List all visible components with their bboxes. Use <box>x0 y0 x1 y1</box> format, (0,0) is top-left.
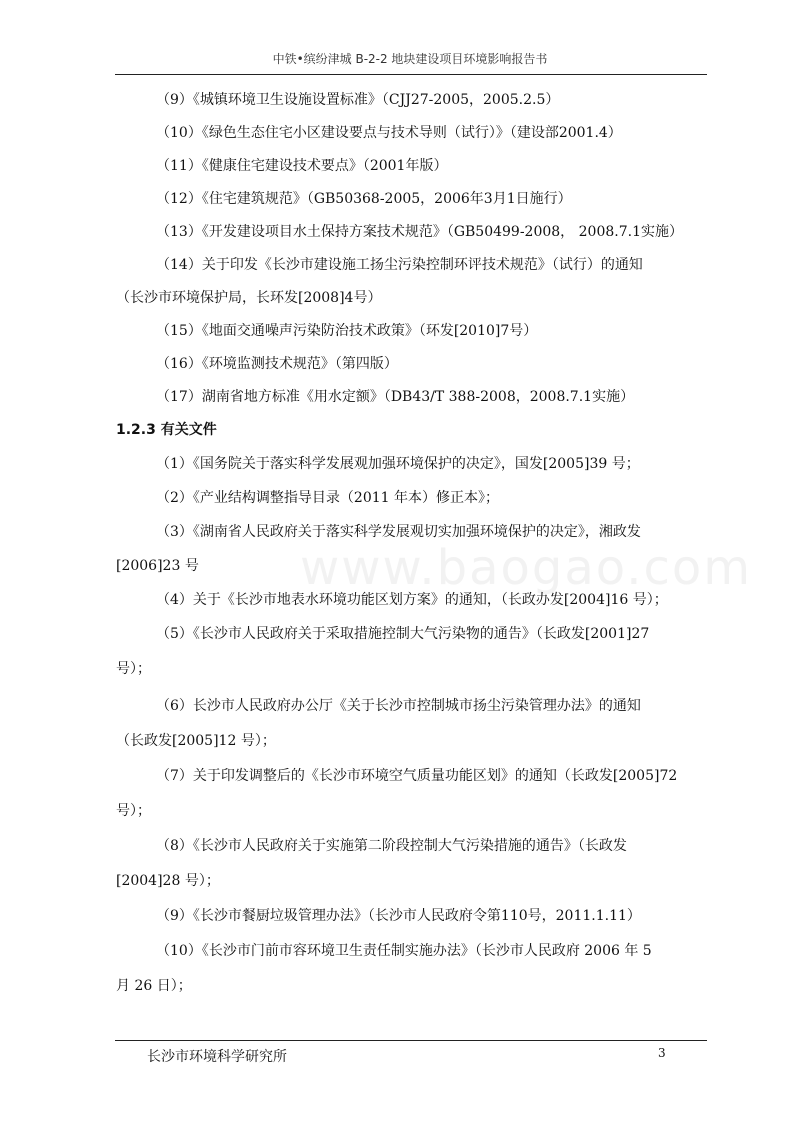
page-header: 中铁•缤纷津城 B-2-2 地块建设项目环境影响报告书 <box>272 52 548 66</box>
page-number: 3 <box>658 1046 666 1060</box>
document-item: （4）关于《长沙市地表水环境功能区划方案》的通知，（长政办发[2004]16 号）； <box>156 592 668 608</box>
reference-item: （16）《环境监测技术规范》（第四版） <box>156 356 398 372</box>
document-item: （1）《国务院关于落实科学发展观加强环境保护的决定》，国发[2005]39 号； <box>156 456 640 472</box>
reference-item: （9）《城镇环境卫生设施设置标准》（CJJ27-2005，2005.2.5） <box>156 92 560 108</box>
reference-item: （17）湖南省地方标准《用水定额》（DB43/T 388-2008，2008.7.1实施） <box>156 389 635 405</box>
document-item: （3）《湖南省人民政府关于落实科学发展观切实加强环境保护的决定》，湘政发 <box>156 524 641 540</box>
document-item: （5）《长沙市人民政府关于采取措施控制大气污染物的通告》（长政发[2001]27 <box>156 626 650 642</box>
footer-organization: 长沙市环境科学研究所 <box>147 1049 287 1065</box>
document-item-continuation: 月 26 日）； <box>116 978 192 994</box>
document-item-continuation: [2004]28 号）； <box>116 873 220 889</box>
reference-item: （14）关于印发《长沙市建设施工扬尘污染控制环评技术规范》（试行）的通知 <box>156 257 643 273</box>
header-divider <box>115 74 707 75</box>
reference-item-continuation: （长沙市环境保护局，长环发[2008]4号） <box>116 290 382 306</box>
document-item: （6）长沙市人民政府办公厅《关于长沙市控制城市扬尘污染管理办法》的通知 <box>156 698 641 714</box>
document-item: （10）《长沙市门前市容环境卫生责任制实施办法》（长沙市人民政府 2006 年 5 <box>156 943 652 959</box>
document-item-continuation: [2006]23 号 <box>116 558 199 574</box>
document-item-continuation: （长政发[2005]12 号）； <box>116 733 276 749</box>
document-item: （8）《长沙市人民政府关于实施第二阶段控制大气污染措施的通告》（长政发 <box>156 838 627 854</box>
reference-item: （10）《绿色生态住宅小区建设要点与技术导则（试行）》（建设部2001.4） <box>156 125 622 141</box>
document-item-continuation: 号）； <box>116 803 151 819</box>
footer-divider <box>115 1040 707 1041</box>
section-heading: 1.2.3 有关文件 <box>116 422 217 438</box>
document-item-continuation: 号）； <box>116 661 151 677</box>
reference-item: （11）《健康住宅建设技术要点》（2001年版） <box>156 158 448 174</box>
document-item: （7）关于印发调整后的《长沙市环境空气质量功能区划》的通知（长政发[2005]72 <box>156 768 678 784</box>
reference-item: （12）《住宅建筑规范》（GB50368-2005，2006年3月1日施行） <box>156 191 572 207</box>
watermark: www.baogao.com <box>300 540 753 596</box>
document-item: （9）《长沙市餐厨垃圾管理办法》（长沙市人民政府令第110号，2011.1.11） <box>156 908 641 924</box>
document-item: （2）《产业结构调整指导目录（2011 年本）修正本》； <box>156 490 499 506</box>
reference-item: （15）《地面交通噪声污染防治技术政策》（环发[2010]7号） <box>156 323 538 339</box>
reference-item: （13）《开发建设项目水土保持方案技术规范》（GB50499-2008， 2008.7.1实施） <box>156 224 683 240</box>
